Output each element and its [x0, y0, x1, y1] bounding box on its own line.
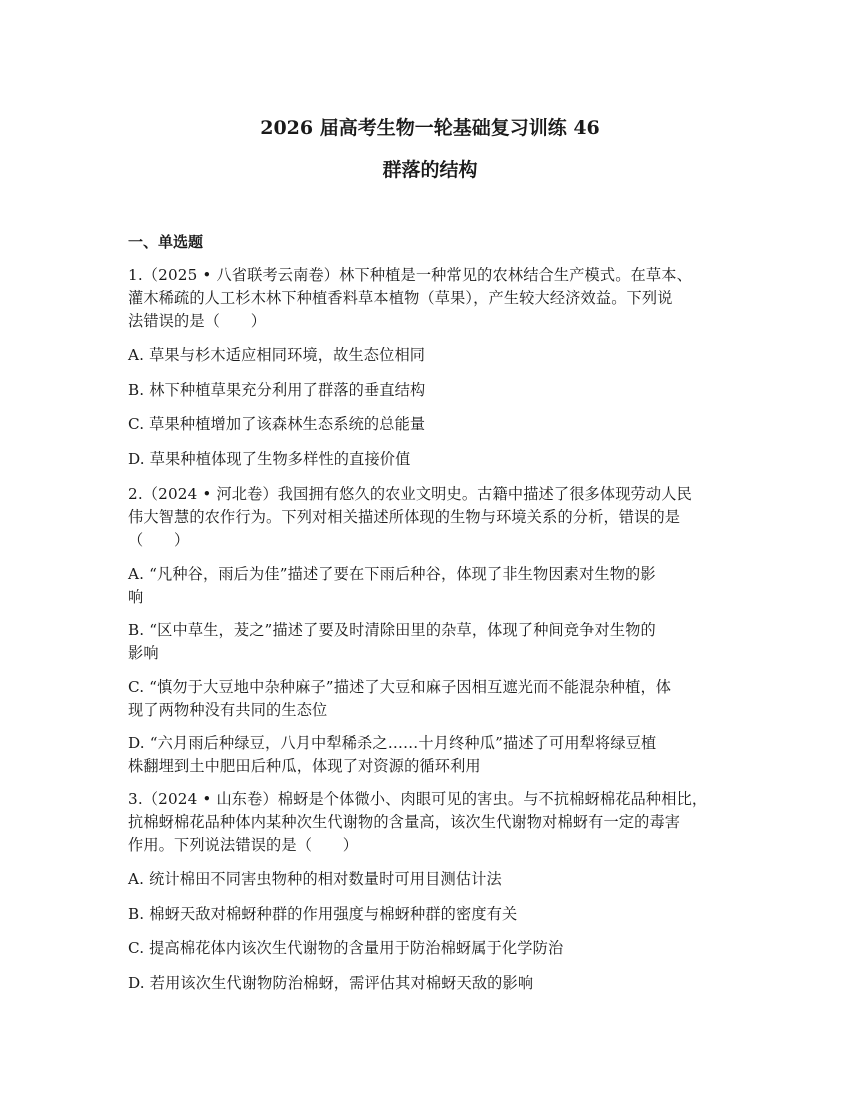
question-3-option-d — [128, 972, 738, 995]
question-3-option-a — [128, 868, 738, 891]
document-subtitle: 群落的结构 — [382, 159, 478, 181]
question-1-option-c — [128, 413, 738, 436]
option-line: D. 草果种植体现了生物多样性的直接价值 — [128, 450, 411, 468]
question-stem-line: 1.（2025 • 八省联考云南卷）林下种植是一种常见的农林结合生产模式。在草本、 — [128, 266, 692, 284]
option-line: C. 草果种植增加了该森林生态系统的总能量 — [128, 415, 426, 433]
question-1-option-d — [128, 448, 738, 471]
question-stem-line: 2.（2024 • 河北卷）我国拥有悠久的农业文明史。古籍中描述了很多体现劳动人民 — [128, 485, 692, 503]
option-line: B. “区中草生，茇之”描述了要及时清除田里的杂草，体现了种间竞争对生物的 — [128, 621, 656, 639]
option-line: A. “凡种谷，雨后为佳”描述了要在下雨后种谷，体现了非生物因素对生物的影 — [128, 565, 656, 583]
document-title: 2026 届高考生物一轮基础复习训练 46 — [260, 117, 600, 139]
question-1-option-b — [128, 379, 738, 402]
question-stem-line: 灌木稀疏的人工杉木林下种植香料草本植物（草果），产生较大经济效益。下列说 — [128, 289, 673, 307]
option-line: C. “慎勿于大豆地中杂种麻子”描述了大豆和麻子因相互遮光而不能混杂种植，体 — [128, 678, 672, 696]
option-line: 影响 — [128, 644, 159, 662]
question-2-option-b — [128, 619, 738, 665]
question-stem-line: （ ） — [128, 531, 190, 549]
question-3-option-b — [128, 903, 738, 926]
option-line: D. “六月雨后种绿豆，八月中犁稀杀之……十月终种瓜”描述了可用犁将绿豆植 — [128, 734, 657, 752]
option-line: B. 林下种植草果充分利用了群落的垂直结构 — [128, 381, 426, 399]
question-2-option-c — [128, 676, 738, 722]
question-stem-line: 法错误的是（ ） — [128, 312, 267, 330]
option-line: 响 — [128, 588, 144, 606]
option-line: C. 提高棉花体内该次生代谢物的含量用于防治棉蚜属于化学防治 — [128, 939, 564, 957]
question-stem-line: 伟大智慧的农作行为。下列对相关描述所体现的生物与环境关系的分析，错误的是 — [128, 508, 681, 526]
option-line: 株翻埋到土中肥田后种瓜，体现了对资源的循环利用 — [128, 757, 481, 775]
option-line: D. 若用该次生代谢物防治棉蚜，需评估其对棉蚜天敌的影响 — [128, 974, 534, 992]
question-stem-line: 作用。下列说法错误的是（ ） — [128, 836, 359, 854]
question-2-option-a — [128, 563, 738, 609]
question-stem-line: 抗棉蚜棉花品种体内某种次生代谢物的含量高，该次生代谢物对棉蚜有一定的毒害 — [128, 813, 681, 831]
question-1-option-a — [128, 344, 738, 367]
option-line: A. 草果与杉木适应相同环境，故生态位相同 — [128, 346, 426, 364]
question-stem-line: 3.（2024 • 山东卷）棉蚜是个体微小、肉眼可见的害虫。与不抗棉蚜棉花品种相比， — [128, 790, 708, 808]
option-line: A. 统计棉田不同害虫物种的相对数量时可用目测估计法 — [128, 870, 502, 888]
question-3-stem — [128, 788, 738, 857]
question-2-stem — [128, 483, 738, 552]
question-3-option-c — [128, 937, 738, 960]
option-line: B. 棉蚜天敌对棉蚜种群的作用强度与棉蚜种群的密度有关 — [128, 905, 518, 923]
question-2-option-d — [128, 732, 738, 778]
option-line: 现了两物种没有共同的生态位 — [128, 701, 328, 719]
question-1-stem — [128, 264, 738, 333]
section-heading: 一、单选题 — [128, 233, 204, 251]
